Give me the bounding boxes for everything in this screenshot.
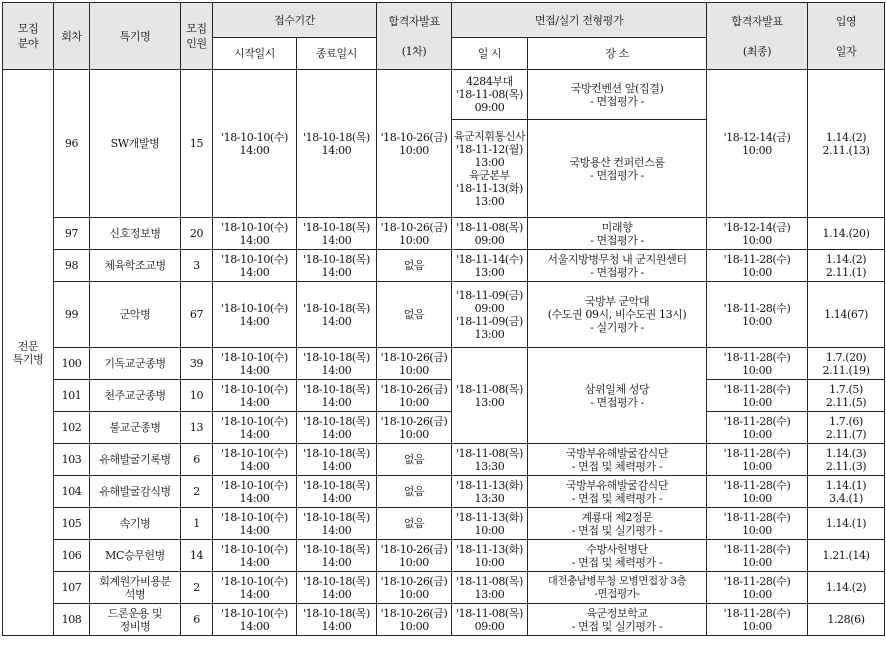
end-cell: '18-10-18(목) 14:00 — [297, 380, 377, 412]
header-specialty: 특기명 — [90, 3, 181, 70]
enlist-cell: 1.14.(2) — [808, 572, 885, 604]
round-cell: 107 — [54, 572, 90, 604]
end-cell: '18-10-18(목) 14:00 — [297, 70, 377, 218]
eval-place-cell: 서울지방병무청 내 군지원센터 - 면접평가 - — [528, 250, 707, 282]
first-result-cell: '18-10-26(금) 10:00 — [377, 348, 452, 380]
first-result-cell: '18-10-26(금) 10:00 — [377, 604, 452, 636]
end-cell: '18-10-18(목) 14:00 — [297, 604, 377, 636]
start-cell: '18-10-10(수) 14:00 — [213, 380, 297, 412]
quota-cell: 3 — [181, 250, 213, 282]
eval-place-cell: 국방부유해발굴감식단 - 면접 및 체력평가 - — [528, 444, 707, 476]
start-cell: '18-10-10(수) 14:00 — [213, 508, 297, 540]
specialty-cell: MC승무헌병 — [90, 540, 181, 572]
eval-datetime-cell: '18-11-13(화) 10:00 — [452, 540, 528, 572]
eval-datetime-cell: 육군지휘통신사 '18-11-12(월) 13:00 육군본부 '18-11-13(화) 13:00 — [452, 120, 528, 218]
final-result-cell: '18-11-28(수) 10:00 — [707, 412, 808, 444]
eval-place-cell: 국방용산 컨퍼런스룸 - 면접평가 - — [528, 120, 707, 218]
specialty-cell: 드론운용 및 정비병 — [90, 604, 181, 636]
eval-place-cell: 삼위일체 성당 - 면접평가 - — [528, 348, 707, 444]
round-cell: 101 — [54, 380, 90, 412]
quota-cell: 39 — [181, 348, 213, 380]
header-eval-datetime: 일 시 — [452, 38, 528, 70]
end-cell: '18-10-18(목) 14:00 — [297, 250, 377, 282]
specialty-cell: 불교군종병 — [90, 412, 181, 444]
final-result-cell: '18-11-28(수) 10:00 — [707, 250, 808, 282]
start-cell: '18-10-10(수) 14:00 — [213, 348, 297, 380]
start-cell: '18-10-10(수) 14:00 — [213, 476, 297, 508]
first-result-cell: '18-10-26(금) 10:00 — [377, 540, 452, 572]
header-field: 모집 분야 — [3, 3, 54, 70]
quota-cell: 67 — [181, 282, 213, 348]
header-end: 종료일시 — [297, 38, 377, 70]
eval-datetime-cell: '18-11-08(목) 09:00 — [452, 604, 528, 636]
final-result-cell: '18-11-28(수) 10:00 — [707, 604, 808, 636]
round-cell: 98 — [54, 250, 90, 282]
specialty-cell: 유해발굴기록병 — [90, 444, 181, 476]
end-cell: '18-10-18(목) 14:00 — [297, 444, 377, 476]
first-result-cell: '18-10-26(금) 10:00 — [377, 572, 452, 604]
specialty-cell: 체육학조교병 — [90, 250, 181, 282]
enlist-cell: 1.28(6) — [808, 604, 885, 636]
round-cell: 102 — [54, 412, 90, 444]
first-result-cell: 없음 — [377, 476, 452, 508]
eval-place-cell: 국방부 군악대 (수도권 09시, 비수도권 13시) - 실기평가 - — [528, 282, 707, 348]
eval-datetime-cell: '18-11-08(목) 13:00 — [452, 348, 528, 444]
start-cell: '18-10-10(수) 14:00 — [213, 250, 297, 282]
final-result-cell: '18-11-28(수) 10:00 — [707, 282, 808, 348]
table-row — [3, 70, 885, 120]
table-row — [3, 250, 885, 282]
specialty-cell: 천주교군종병 — [90, 380, 181, 412]
quota-cell: 14 — [181, 540, 213, 572]
table-row — [3, 218, 885, 250]
final-result-cell: '18-11-28(수) 10:00 — [707, 444, 808, 476]
final-result-cell: '18-11-28(수) 10:00 — [707, 380, 808, 412]
specialty-cell: 군악병 — [90, 282, 181, 348]
enlist-cell: 1.7.(5) 2.11.(5) — [808, 380, 885, 412]
round-cell: 100 — [54, 348, 90, 380]
first-result-cell: '18-10-26(금) 10:00 — [377, 412, 452, 444]
round-cell: 108 — [54, 604, 90, 636]
eval-datetime-cell: '18-11-13(화) 13:30 — [452, 476, 528, 508]
table-row — [3, 380, 885, 412]
table-row — [3, 348, 885, 380]
round-cell: 97 — [54, 218, 90, 250]
end-cell: '18-10-18(목) 14:00 — [297, 540, 377, 572]
header-final-result: 합격자발표 (최종) — [707, 3, 808, 70]
final-result-cell: '18-11-28(수) 10:00 — [707, 476, 808, 508]
enlist-cell: 1.21.(14) — [808, 540, 885, 572]
table-row — [3, 604, 885, 636]
specialty-cell: 회계원가비용분 석병 — [90, 572, 181, 604]
table-row — [3, 476, 885, 508]
end-cell: '18-10-18(목) 14:00 — [297, 282, 377, 348]
enlist-cell: 1.14.(1) — [808, 508, 885, 540]
final-result-cell: '18-12-14(금) 10:00 — [707, 218, 808, 250]
round-cell: 99 — [54, 282, 90, 348]
eval-place-cell: 국방부유해발굴감식단 - 면접 및 체력평가 - — [528, 476, 707, 508]
enlist-cell: 1.14(67) — [808, 282, 885, 348]
eval-place-cell: 국방컨벤션 앞(집결) - 면접평가 - — [528, 70, 707, 120]
eval-datetime-cell: '18-11-09(금) 09:00 '18-11-09(금) 13:00 — [452, 282, 528, 348]
quota-cell: 2 — [181, 572, 213, 604]
enlist-cell: 1.14.(2) 2.11.(13) — [808, 70, 885, 218]
round-cell: 103 — [54, 444, 90, 476]
header-start: 시작일시 — [213, 38, 297, 70]
enlist-cell: 1.14.(3) 2.11.(3) — [808, 444, 885, 476]
quota-cell: 20 — [181, 218, 213, 250]
table-row — [3, 282, 885, 348]
enlist-cell: 1.7.(6) 2.11.(7) — [808, 412, 885, 444]
enlist-cell: 1.7.(20) 2.11.(19) — [808, 348, 885, 380]
start-cell: '18-10-10(수) 14:00 — [213, 444, 297, 476]
round-cell: 96 — [54, 70, 90, 218]
enlist-cell: 1.14.(2) 2.11.(1) — [808, 250, 885, 282]
table-row — [3, 572, 885, 604]
specialty-cell: 기독교군종병 — [90, 348, 181, 380]
end-cell: '18-10-18(목) 14:00 — [297, 476, 377, 508]
header-evaluation: 면접/실기 전형평가 — [452, 3, 707, 38]
end-cell: '18-10-18(목) 14:00 — [297, 348, 377, 380]
end-cell: '18-10-18(목) 14:00 — [297, 412, 377, 444]
eval-datetime-cell: '18-11-08(목) 13:00 — [452, 572, 528, 604]
quota-cell: 13 — [181, 412, 213, 444]
first-result-cell: '18-10-26(금) 10:00 — [377, 70, 452, 218]
field-cell: 전문 특기병 — [3, 70, 54, 636]
specialty-cell: SW개발병 — [90, 70, 181, 218]
start-cell: '18-10-10(수) 14:00 — [213, 70, 297, 218]
round-cell: 105 — [54, 508, 90, 540]
header-reception-period: 접수기간 — [213, 3, 377, 38]
quota-cell: 1 — [181, 508, 213, 540]
start-cell: '18-10-10(수) 14:00 — [213, 540, 297, 572]
enlist-cell: 1.14.(20) — [808, 218, 885, 250]
header-quota: 모집 인원 — [181, 3, 213, 70]
header-first-result: 합격자발표 (1차) — [377, 3, 452, 70]
header-enlist-date: 입영 일자 — [808, 3, 885, 70]
start-cell: '18-10-10(수) 14:00 — [213, 282, 297, 348]
header-eval-place: 장 소 — [528, 38, 707, 70]
specialty-cell: 속기병 — [90, 508, 181, 540]
end-cell: '18-10-18(목) 14:00 — [297, 572, 377, 604]
round-cell: 106 — [54, 540, 90, 572]
specialty-cell: 신호정보병 — [90, 218, 181, 250]
end-cell: '18-10-18(목) 14:00 — [297, 218, 377, 250]
first-result-cell: '18-10-26(금) 10:00 — [377, 380, 452, 412]
first-result-cell: 없음 — [377, 250, 452, 282]
table-row — [3, 540, 885, 572]
eval-place-cell: 계룡대 제2정문 - 면접 및 실기평가 - — [528, 508, 707, 540]
quota-cell: 10 — [181, 380, 213, 412]
first-result-cell: 없음 — [377, 444, 452, 476]
quota-cell: 15 — [181, 70, 213, 218]
first-result-cell: 없음 — [377, 282, 452, 348]
table-row — [3, 444, 885, 476]
eval-place-cell: 육군정보학교 - 면접 및 실기평가 - — [528, 604, 707, 636]
final-result-cell: '18-11-28(수) 10:00 — [707, 572, 808, 604]
start-cell: '18-10-10(수) 14:00 — [213, 572, 297, 604]
specialty-cell: 유해발굴감식병 — [90, 476, 181, 508]
round-cell: 104 — [54, 476, 90, 508]
final-result-cell: '18-11-28(수) 10:00 — [707, 540, 808, 572]
table-row — [3, 412, 885, 444]
first-result-cell: '18-10-26(금) 10:00 — [377, 218, 452, 250]
final-result-cell: '18-11-28(수) 10:00 — [707, 508, 808, 540]
table-row — [3, 508, 885, 540]
quota-cell: 6 — [181, 604, 213, 636]
eval-place-cell: 대전충남병무청 모병면접장 3층 -면접평가- — [528, 572, 707, 604]
eval-datetime-cell: '18-11-13(화) 10:00 — [452, 508, 528, 540]
start-cell: '18-10-10(수) 14:00 — [213, 218, 297, 250]
first-result-cell: 없음 — [377, 508, 452, 540]
end-cell: '18-10-18(목) 14:00 — [297, 508, 377, 540]
eval-datetime-cell: 4284부대 '18-11-08(목) 09:00 — [452, 70, 528, 120]
enlist-cell: 1.14.(1) 3.4.(1) — [808, 476, 885, 508]
quota-cell: 6 — [181, 444, 213, 476]
start-cell: '18-10-10(수) 14:00 — [213, 412, 297, 444]
eval-datetime-cell: '18-11-14(수) 13:00 — [452, 250, 528, 282]
final-result-cell: '18-12-14(금) 10:00 — [707, 70, 808, 218]
eval-datetime-cell: '18-11-08(목) 09:00 — [452, 218, 528, 250]
eval-place-cell: 미래향 - 면접평가 - — [528, 218, 707, 250]
eval-datetime-cell: '18-11-08(목) 13:30 — [452, 444, 528, 476]
quota-cell: 2 — [181, 476, 213, 508]
eval-place-cell: 수방사헌병단 - 면접 및 체력평가 - — [528, 540, 707, 572]
recruitment-schedule-table — [2, 2, 885, 636]
start-cell: '18-10-10(수) 14:00 — [213, 604, 297, 636]
final-result-cell: '18-11-28(수) 10:00 — [707, 348, 808, 380]
header-round: 회차 — [54, 3, 90, 70]
